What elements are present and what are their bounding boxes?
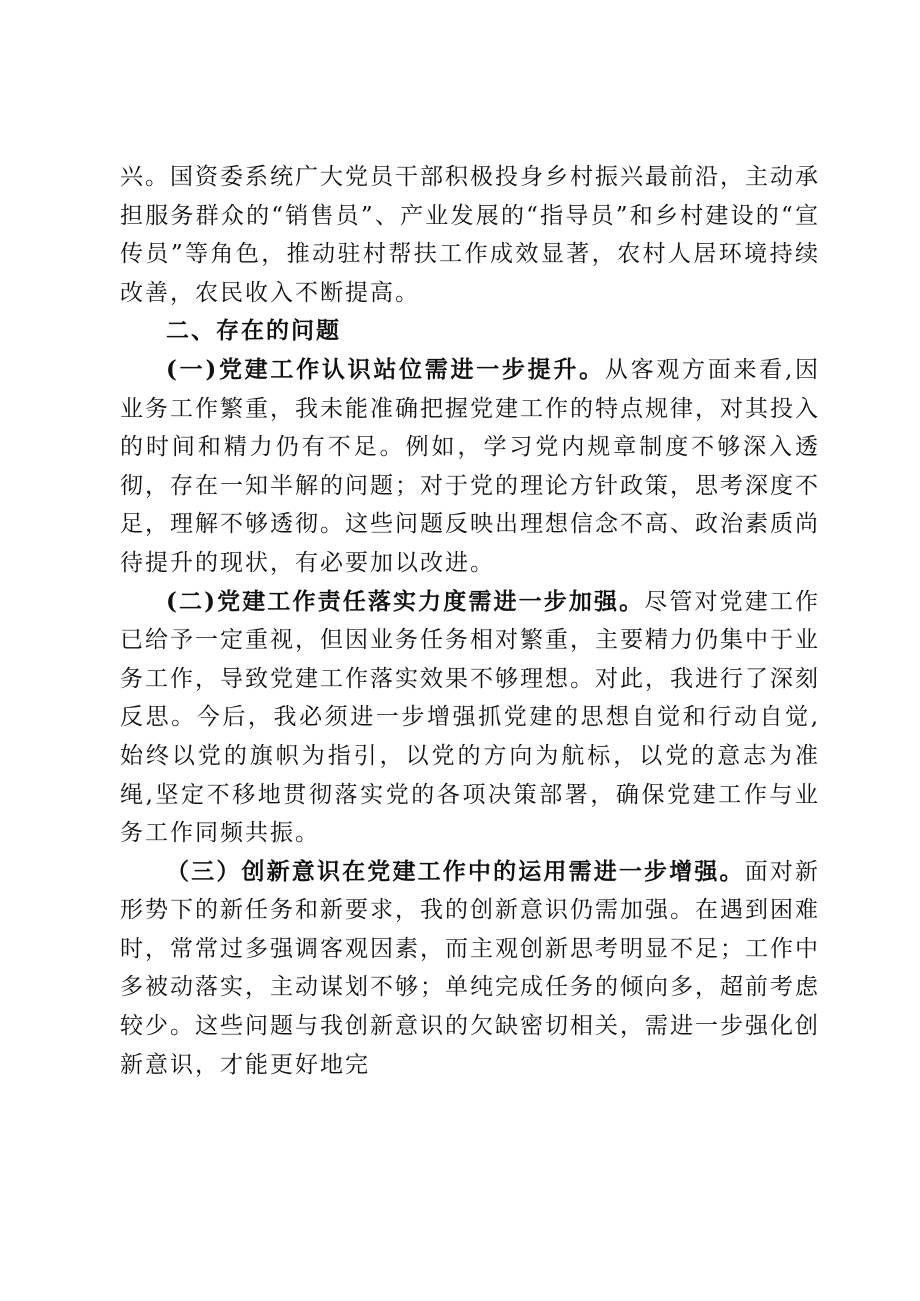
- document-body: [120, 158, 820, 1084]
- problem-item-2: [120, 583, 820, 853]
- problem-item-2-body: 尽管对党建工作已给予一定重视，但因业务任务相对繁重，主要精力仍集中于业务工作，导致党建工作落实效果不够理想。对此，我进行了深刻反思。今后，我必须进一步增强抓党建的思想自觉和行动自觉,始终以党的旗帜为指引，以党的方向为航标，以党的意志为准绳,坚定不移地贯彻落实党的各项决策部署，确保党建工作与业务工作同频共振。: [120, 588, 821, 847]
- problem-item-3: [120, 853, 820, 1085]
- intro-paragraph: 兴。国资委系统广大党员干部积极投身乡村振兴最前沿，主动承担服务群众的“销售员”、产业发展的“指导员”和乡村建设的“宣传员”等角色，推动驻村帮扶工作成效显著，农村人居环境持续改善，农民收入不断提高。: [120, 164, 820, 306]
- problem-item-3-lead: （三）创新意识在党建工作中的运用需进一步增强。: [166, 857, 745, 885]
- section-heading: 二、存在的问题: [166, 317, 341, 345]
- problem-item-1-body: 从客观方面来看,因业务工作繁重，我未能准确把握党建工作的特点规律，对其投入的时间和精力仍有不足。例如，学习党内规章制度不够深入透彻，存在一知半解的问题；对于党的理论方针政策，思考深度不足，理解不够透彻。这些问题反映出理想信念不高、政治素质尚待提升的现状，有必要加以改进。: [120, 356, 821, 576]
- problem-item-1-lead: (一)党建工作认识站位需进一步提升。: [166, 355, 605, 383]
- problem-item-2-lead: (二)党建工作责任落实力度需进一步加强。: [166, 587, 645, 615]
- problem-item-1: [120, 351, 820, 583]
- problem-item-3-body: 面对新形势下的新任务和新要求，我的创新意识仍需加强。在遇到困难时，常常过多强调客观因素，而主观创新思考明显不足；工作中多被动落实，主动谋划不够；单纯完成任务的倾向多，超前考虑较少。这些问题与我创新意识的欠缺密切相关，需进一步强化创新意识，才能更好地完: [120, 858, 821, 1078]
